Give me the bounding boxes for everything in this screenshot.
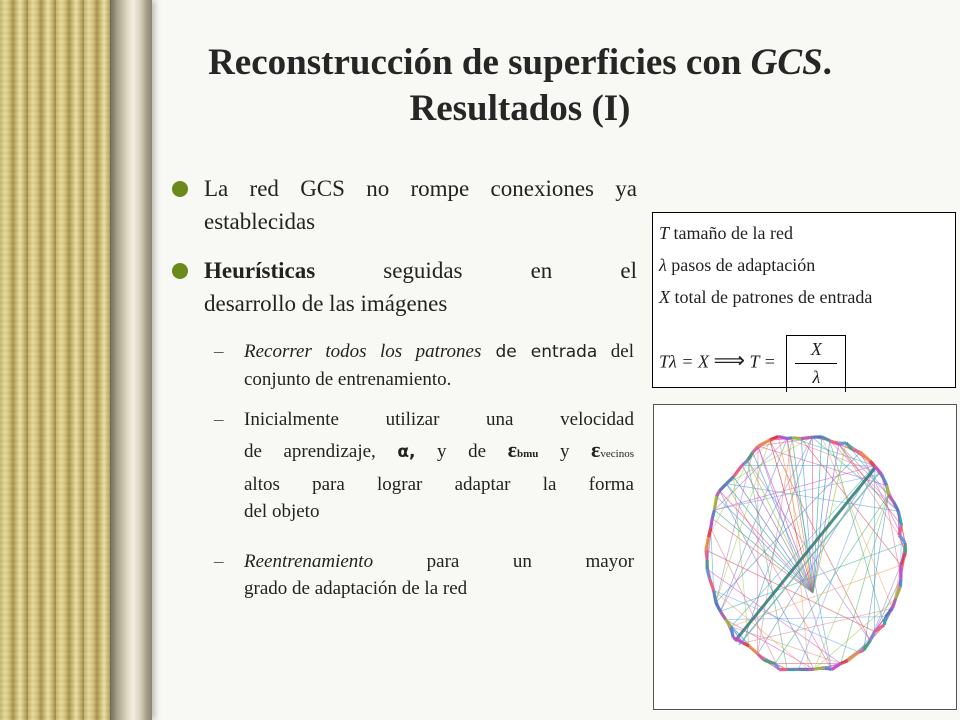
dash-icon: –: [214, 409, 224, 430]
plain-text: de aprendizaje,: [244, 441, 398, 462]
title-line-2: Resultados (I): [409, 88, 631, 129]
equation-lhs: Tλ = X: [659, 351, 709, 372]
formula-line: [659, 217, 793, 249]
bullet-line: [204, 254, 637, 287]
plain-text: y: [538, 441, 591, 462]
sub-bullet-text: [244, 548, 634, 602]
formula-box: [652, 212, 956, 388]
math-var: T: [659, 223, 670, 243]
math-text: total de patrones de entrada: [670, 287, 873, 307]
italic-text: Recorrer todos los patrones: [244, 341, 482, 362]
decorative-stripe-panel: [0, 0, 110, 720]
plain-text: para un mayor: [373, 551, 634, 572]
equation-rhs: T =: [749, 351, 776, 372]
fraction-numerator: X: [810, 339, 822, 359]
ceil-fraction: [786, 335, 846, 392]
bullet-bold-term: Heurísticas: [204, 258, 316, 283]
bullet-text: La red GCS no rompe conexiones ya establecidas: [204, 176, 637, 234]
dash-icon: –: [214, 551, 224, 572]
sub-line: altos para lograr adaptar la forma: [244, 474, 634, 495]
sub-line: [244, 433, 634, 471]
bullet-text-rest: seguidas en el: [315, 258, 637, 283]
fraction-denominator: λ: [812, 367, 821, 387]
gcs-network-image: [653, 404, 957, 710]
bullet-dot-icon: [172, 263, 188, 279]
epsilon-symbol: ε: [507, 437, 517, 462]
sub-line: del objeto: [244, 501, 320, 522]
formula-line: [659, 249, 815, 281]
plain-text: y de: [415, 441, 508, 462]
title-period: .: [822, 42, 832, 83]
bullet-dot-icon: [172, 181, 188, 197]
decorative-pillar: [110, 0, 152, 720]
sub-bullet-text: [244, 406, 634, 525]
title-text: Reconstrucción de superficies con: [208, 42, 751, 83]
math-var: λ: [659, 255, 667, 275]
sans-text: de entrada: [481, 342, 598, 362]
title-line-1: [170, 40, 870, 86]
math-var: X: [659, 287, 670, 307]
formula-equation: [659, 335, 846, 392]
mesh-drawing: [654, 405, 956, 709]
sub-bullet-1: [214, 338, 634, 393]
implies-arrow-icon: ⟹: [713, 347, 745, 373]
plain-text: del conjunto de entrenamiento.: [244, 341, 634, 390]
slide-title: [170, 40, 870, 132]
sub-line: grado de adaptación de la red: [244, 578, 468, 599]
sub-bullet-3: [214, 548, 634, 602]
epsilon-symbol: ε: [591, 437, 601, 462]
sub-line: Inicialmente utilizar una velocidad: [244, 409, 634, 430]
italic-text: Reentrenamiento: [244, 551, 374, 572]
bullet-text: [204, 254, 637, 320]
math-text: tamaño de la red: [669, 223, 793, 243]
alpha-symbol: α,: [397, 442, 416, 462]
sub-line: [244, 548, 634, 575]
subscript: bmu: [516, 448, 539, 460]
title-gcs: GCS: [750, 42, 823, 83]
formula-line: [659, 281, 872, 313]
dash-icon: –: [214, 341, 224, 362]
bullet-line: desarrollo de las imágenes: [204, 291, 448, 316]
math-text: pasos de adaptación: [666, 255, 816, 275]
subscript: vecinos: [600, 448, 635, 460]
bullet-item-2: [172, 254, 637, 320]
sub-bullet-text: [244, 338, 634, 393]
bullet-item-1: [172, 172, 637, 238]
sub-bullet-2: [214, 406, 634, 525]
